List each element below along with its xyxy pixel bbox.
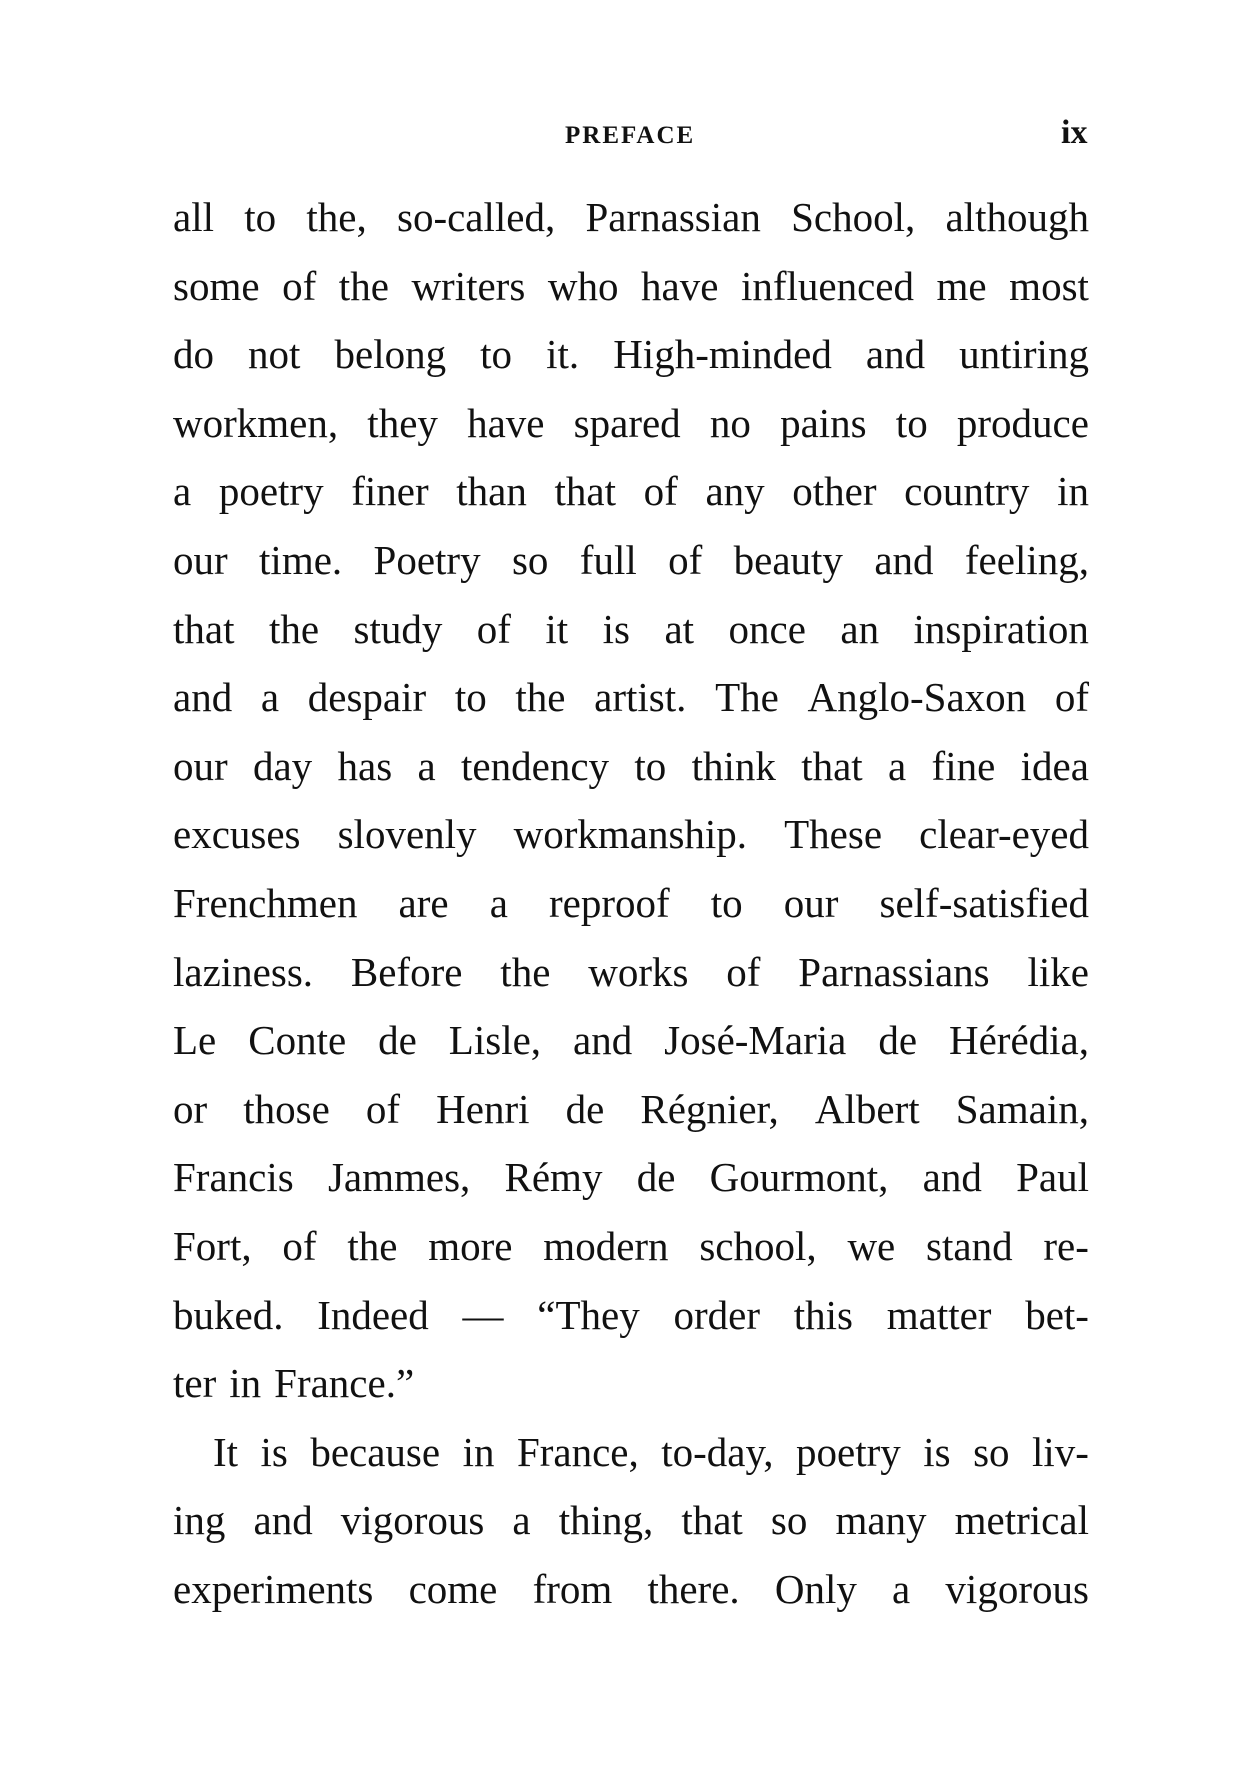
word: Albert	[814, 1085, 920, 1132]
word: we	[847, 1222, 896, 1269]
word: works	[588, 948, 689, 995]
word: those	[243, 1085, 330, 1132]
word: and	[922, 1154, 982, 1201]
text-line	[173, 1281, 1089, 1350]
word: High-minded	[613, 331, 832, 378]
word: de	[878, 1017, 918, 1064]
word: Poetry	[373, 536, 481, 583]
word: it.	[546, 331, 580, 378]
word: is	[923, 1428, 951, 1475]
word: order	[673, 1291, 760, 1338]
word: school,	[699, 1222, 817, 1269]
word: any	[705, 468, 765, 515]
word: feeling,	[964, 536, 1089, 583]
word: is	[602, 605, 631, 652]
word: has	[337, 742, 393, 789]
word: clear-eyed	[919, 811, 1089, 858]
word: thing,	[558, 1497, 654, 1544]
body-text	[173, 183, 1089, 1623]
word: influenced	[740, 262, 914, 309]
word: Anglo-Saxon	[807, 674, 1027, 721]
word: at	[664, 605, 695, 652]
text-line-paragraph-end	[173, 1349, 1089, 1418]
word: to	[244, 194, 277, 240]
word: and	[865, 331, 926, 378]
word: of	[726, 948, 761, 995]
word: Paul	[1016, 1154, 1089, 1201]
word: It	[213, 1428, 239, 1475]
word: country	[904, 468, 1030, 515]
word: Rémy	[504, 1154, 603, 1201]
word: a	[512, 1497, 531, 1544]
word: metrical	[954, 1497, 1089, 1544]
word: a	[888, 742, 907, 789]
word: re-	[1043, 1222, 1089, 1269]
word: and	[874, 536, 934, 583]
word: once	[728, 605, 806, 652]
word: other	[792, 468, 877, 515]
word: Parnassians	[798, 948, 990, 995]
word: bet-	[1025, 1291, 1089, 1338]
word: come	[408, 1565, 498, 1612]
word: reproof	[549, 879, 670, 926]
word: and	[173, 674, 233, 721]
word: have	[641, 262, 719, 309]
text-line	[173, 320, 1089, 389]
text-line	[173, 595, 1089, 664]
word: Before	[350, 948, 463, 995]
word: think	[691, 742, 776, 789]
word: some	[173, 262, 260, 309]
word: that	[801, 742, 863, 789]
word: there.	[647, 1565, 740, 1612]
word: in	[1057, 468, 1089, 515]
word: vigorous	[945, 1565, 1089, 1612]
word: have	[467, 399, 545, 446]
page-number: ix	[1061, 114, 1088, 151]
text-line	[173, 1486, 1089, 1555]
word: who	[547, 262, 619, 309]
word: of	[643, 468, 678, 515]
word: a	[173, 468, 192, 515]
word: that	[681, 1497, 743, 1544]
word: fine	[931, 742, 996, 789]
word: do	[173, 331, 214, 378]
word: France.”	[274, 1360, 415, 1407]
word: —	[462, 1291, 504, 1338]
word: to	[895, 399, 928, 446]
word: France,	[516, 1428, 639, 1475]
word: laziness.	[173, 948, 314, 995]
word: most	[1009, 262, 1089, 309]
word: an	[840, 605, 880, 652]
text-line	[173, 1006, 1089, 1075]
word: These	[784, 811, 883, 858]
word: stand	[926, 1222, 1013, 1269]
text-line	[173, 1212, 1089, 1281]
running-head: PREFACE	[565, 122, 696, 149]
word: and	[573, 1017, 633, 1064]
word: of	[282, 1222, 317, 1269]
word: finer	[351, 468, 429, 515]
word: the,	[306, 194, 367, 240]
word: belong	[334, 331, 447, 378]
text-line	[173, 732, 1089, 801]
word: de	[565, 1085, 605, 1132]
word: so-called,	[396, 194, 556, 240]
word: like	[1027, 948, 1089, 995]
word: Régnier,	[640, 1085, 779, 1132]
word: workmanship.	[513, 811, 748, 858]
word: to-day,	[661, 1428, 774, 1475]
word: tendency	[461, 742, 610, 789]
word: a	[489, 879, 508, 926]
word: Fort,	[173, 1222, 252, 1269]
word: despair	[307, 674, 427, 721]
word: writers	[411, 262, 526, 309]
word: of	[1054, 674, 1089, 721]
word: Only	[774, 1565, 857, 1612]
word: our	[173, 742, 228, 789]
word: that	[173, 605, 235, 652]
text-line	[173, 1075, 1089, 1144]
word: to	[480, 331, 513, 378]
word: ter	[173, 1360, 217, 1407]
word: “They	[537, 1291, 640, 1338]
word: de	[636, 1154, 676, 1201]
word: so	[770, 1497, 808, 1544]
text-line	[173, 389, 1089, 458]
word: our	[783, 879, 839, 926]
word: Gourmont,	[709, 1154, 889, 1201]
word: a	[260, 674, 280, 721]
word: matter	[886, 1291, 992, 1338]
word: so	[511, 536, 549, 583]
word: not	[248, 331, 301, 378]
word: all	[173, 194, 214, 240]
word: Jammes,	[327, 1154, 471, 1201]
word: in	[229, 1360, 262, 1407]
word: the	[515, 674, 566, 721]
word: excuses	[173, 811, 301, 858]
word: produce	[956, 399, 1089, 446]
text-line	[173, 457, 1089, 526]
word: it	[545, 605, 569, 652]
word: of	[282, 262, 317, 309]
word: untiring	[959, 331, 1089, 378]
word: to	[710, 879, 743, 926]
word: spared	[573, 399, 681, 446]
word: are	[398, 879, 449, 926]
word: modern	[543, 1222, 669, 1269]
word: because	[310, 1428, 441, 1475]
word: a	[892, 1565, 911, 1612]
word: me	[936, 262, 987, 309]
word: buked.	[173, 1291, 284, 1338]
word: day	[252, 742, 313, 789]
word: experiments	[173, 1565, 374, 1612]
word: this	[793, 1291, 853, 1338]
word: the	[500, 948, 551, 995]
word: Conte	[248, 1017, 347, 1064]
word: José-Maria	[664, 1017, 847, 1064]
word: although	[945, 194, 1089, 240]
word: than	[456, 468, 527, 515]
word: no	[709, 399, 751, 446]
word: inspiration	[913, 605, 1089, 652]
text-line	[173, 526, 1089, 595]
text-line	[173, 1555, 1089, 1624]
word: liv-	[1032, 1428, 1089, 1475]
word: from	[532, 1565, 613, 1612]
word: vigorous	[340, 1497, 485, 1544]
text-line	[173, 183, 1089, 252]
word: many	[835, 1497, 927, 1544]
word: Francis	[173, 1154, 294, 1201]
word: to	[454, 674, 487, 721]
text-line-paragraph-start	[173, 1418, 1089, 1487]
text-line	[173, 800, 1089, 869]
word: idea	[1020, 742, 1089, 789]
text-line	[173, 938, 1089, 1007]
word: artist.	[594, 674, 687, 721]
text-line	[173, 1143, 1089, 1212]
word: poetry	[796, 1428, 901, 1475]
word: Hérédia,	[948, 1017, 1089, 1064]
word: time.	[259, 536, 343, 583]
word: and	[253, 1497, 313, 1544]
text-line	[173, 663, 1089, 732]
word: Henri	[436, 1085, 530, 1132]
word: de	[378, 1017, 417, 1064]
word: workmen,	[173, 399, 339, 446]
word: study	[353, 605, 443, 652]
word: Le	[173, 1017, 217, 1064]
word: Lisle,	[448, 1017, 542, 1064]
word: or	[173, 1085, 208, 1132]
word: more	[428, 1222, 513, 1269]
word: our	[173, 536, 228, 583]
word: of	[365, 1085, 401, 1132]
page-header	[0, 112, 1259, 162]
word: ing	[173, 1497, 226, 1544]
word: that	[554, 468, 616, 515]
word: Frenchmen	[173, 879, 358, 926]
text-line	[173, 869, 1089, 938]
word: beauty	[733, 536, 843, 583]
word: the	[347, 1222, 398, 1269]
text-line	[173, 252, 1089, 321]
word: so	[973, 1428, 1010, 1475]
word: is	[260, 1428, 288, 1475]
word: to	[634, 742, 667, 789]
word: the	[268, 605, 320, 652]
word: Samain,	[955, 1085, 1089, 1132]
word: pains	[780, 399, 867, 446]
word: Parnassian	[585, 194, 761, 240]
word: The	[715, 674, 779, 721]
word: in	[462, 1428, 495, 1475]
word: poetry	[218, 468, 324, 515]
word: of	[476, 605, 511, 652]
word: slovenly	[337, 811, 477, 858]
word: of	[668, 536, 703, 583]
word: School,	[791, 194, 916, 240]
word: full	[579, 536, 637, 583]
word: they	[367, 399, 438, 446]
word: the	[338, 262, 389, 309]
word: self-satisfied	[879, 879, 1089, 926]
word: a	[417, 742, 436, 789]
word: Indeed	[317, 1291, 429, 1338]
